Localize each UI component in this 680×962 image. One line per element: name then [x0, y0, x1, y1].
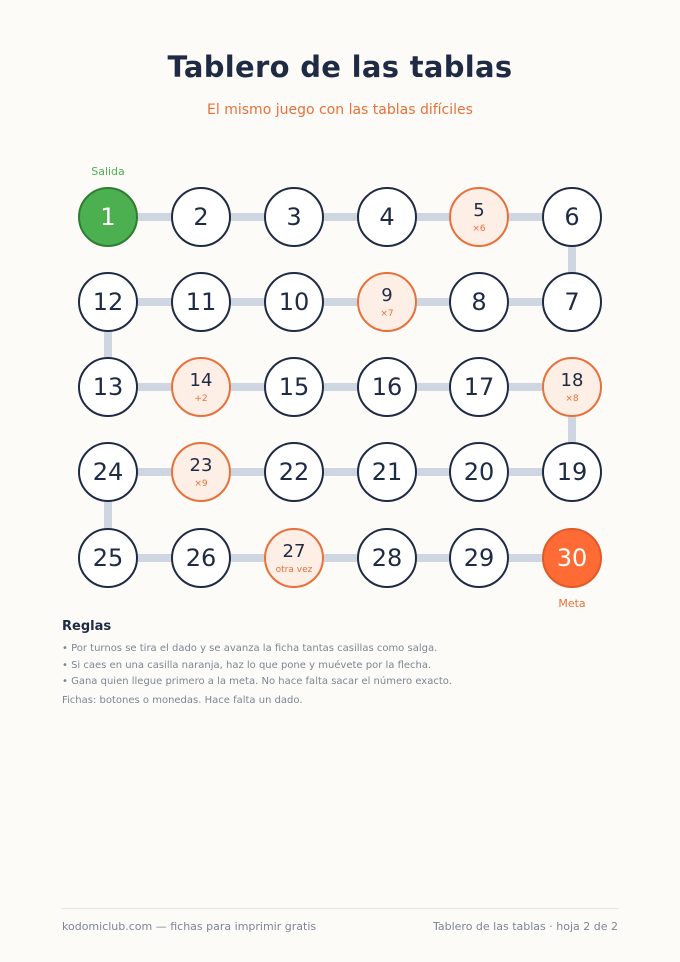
cell-action: otra vez — [275, 564, 313, 575]
cell-number: 19 — [556, 458, 588, 486]
cell-number: 21 — [371, 458, 403, 486]
cell-number: 13 — [92, 373, 124, 401]
path-connector — [417, 298, 449, 306]
rule-item: • Por turnos se tira el dado y se avanza la ficha tantas casillas como salga. — [62, 643, 438, 654]
path-connector — [509, 468, 542, 476]
cell-number: 9 — [381, 284, 393, 306]
board-cell-7 — [542, 272, 602, 332]
board-cell-6 — [542, 187, 602, 247]
path-connector — [509, 554, 542, 562]
cell-number: 24 — [92, 458, 124, 486]
path-connector — [324, 298, 357, 306]
path-connector — [104, 502, 112, 528]
board-cell-18 — [542, 357, 602, 417]
cell-number: 20 — [463, 458, 495, 486]
cell-number: 28 — [371, 544, 403, 572]
board-cell-20 — [449, 442, 509, 502]
cell-number: 30 — [556, 544, 588, 572]
board-cell-21 — [357, 442, 417, 502]
cell-number: 29 — [463, 544, 495, 572]
board-cell-14 — [171, 357, 231, 417]
path-connector — [324, 213, 357, 221]
path-connector — [138, 554, 171, 562]
path-connector — [231, 298, 264, 306]
rules-title: Reglas — [62, 619, 112, 634]
path-connector — [231, 468, 264, 476]
board-cell-3 — [264, 187, 324, 247]
cell-action: ×8 — [565, 393, 579, 404]
footer-page-info: Tablero de las tablas · hoja 2 de 2 — [432, 920, 618, 933]
board-cell-1 — [78, 187, 138, 247]
board-cell-25 — [78, 528, 138, 588]
cell-number: 25 — [92, 544, 124, 572]
board-cell-13 — [78, 357, 138, 417]
rule-item: • Gana quien llegue primero a la meta. No hace falta sacar el número exacto. — [62, 676, 452, 687]
board-cell-11 — [171, 272, 231, 332]
board-cell-26 — [171, 528, 231, 588]
cell-action: ×7 — [380, 308, 394, 319]
board-cell-29 — [449, 528, 509, 588]
cell-number: 26 — [185, 544, 217, 572]
path-connector — [509, 298, 542, 306]
path-connector — [568, 417, 576, 442]
rules-list — [62, 641, 452, 691]
board-cell-5 — [449, 187, 509, 247]
board-cell-27 — [264, 528, 324, 588]
cell-number: 8 — [471, 288, 487, 316]
cell-number: 10 — [278, 288, 310, 316]
cell-number: 15 — [278, 373, 310, 401]
path-connector — [324, 383, 357, 391]
goal-label: Meta — [558, 597, 586, 610]
path-connector — [417, 213, 449, 221]
cell-number: 11 — [185, 288, 217, 316]
cell-action: ×9 — [194, 478, 208, 489]
cell-number: 2 — [193, 203, 209, 231]
cell-number: 12 — [92, 288, 124, 316]
cell-number: 4 — [379, 203, 395, 231]
path-connector — [138, 468, 171, 476]
path-connector — [324, 468, 357, 476]
board-cell-12 — [78, 272, 138, 332]
path-connector — [568, 247, 576, 272]
start-label: Salida — [91, 165, 125, 178]
path-connector — [417, 554, 449, 562]
cell-number: 3 — [286, 203, 302, 231]
footer-divider — [62, 908, 618, 909]
board-cell-24 — [78, 442, 138, 502]
board-cell-15 — [264, 357, 324, 417]
cell-action: +2 — [194, 393, 208, 404]
cell-number: 27 — [282, 540, 306, 562]
board-cell-28 — [357, 528, 417, 588]
path-connector — [417, 383, 449, 391]
cell-number: 17 — [463, 373, 495, 401]
board-cell-10 — [264, 272, 324, 332]
path-connector — [509, 383, 542, 391]
cell-action: ×6 — [472, 223, 486, 234]
cell-number: 23 — [189, 454, 213, 476]
board-cell-8 — [449, 272, 509, 332]
cell-number: 22 — [278, 458, 310, 486]
board-cell-9 — [357, 272, 417, 332]
path-connector — [138, 298, 171, 306]
path-connector — [138, 213, 171, 221]
cell-number: 6 — [564, 203, 580, 231]
page-title: Tablero de las tablas — [167, 50, 513, 84]
path-connector — [138, 383, 171, 391]
cell-number: 16 — [371, 373, 403, 401]
path-connector — [104, 332, 112, 357]
cell-number: 1 — [100, 203, 116, 231]
path-connector — [417, 468, 449, 476]
footer-site: kodomiclub.com — fichas para imprimir gratis — [62, 920, 317, 933]
cell-number: 18 — [560, 369, 584, 391]
path-connector — [231, 383, 264, 391]
cell-number: 5 — [473, 199, 485, 221]
path-connector — [324, 554, 357, 562]
board-cell-22 — [264, 442, 324, 502]
page-subtitle: El mismo juego con las tablas difíciles — [207, 102, 473, 118]
board-cell-30 — [542, 528, 602, 588]
board-cell-17 — [449, 357, 509, 417]
board-cell-16 — [357, 357, 417, 417]
path-connector — [509, 213, 542, 221]
materials-note: Fichas: botones o monedas. Hace falta un dado. — [62, 695, 303, 706]
path-connector — [231, 554, 264, 562]
board-cell-19 — [542, 442, 602, 502]
cell-number: 7 — [564, 288, 580, 316]
board-cell-23 — [171, 442, 231, 502]
board-cell-4 — [357, 187, 417, 247]
rule-item: • Si caes en una casilla naranja, haz lo que pone y muévete por la flecha. — [62, 659, 432, 671]
cell-number: 14 — [189, 369, 213, 391]
path-connector — [231, 213, 264, 221]
board-cell-2 — [171, 187, 231, 247]
